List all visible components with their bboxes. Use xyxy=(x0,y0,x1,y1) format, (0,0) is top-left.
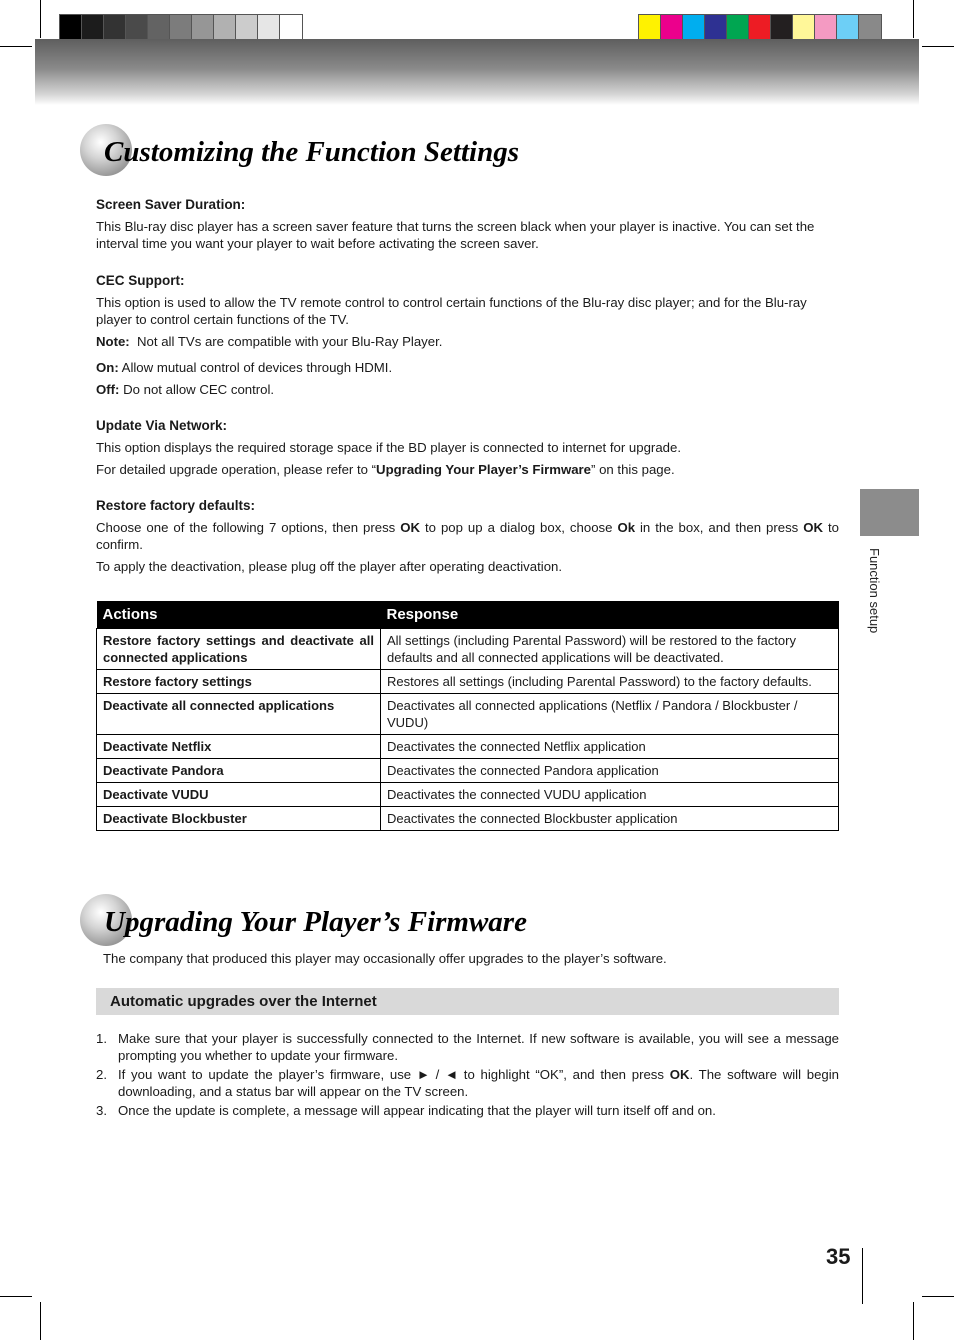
side-tab-marker xyxy=(860,489,919,536)
table-header-response: Response xyxy=(381,601,839,629)
table-cell-response: Deactivates the connected Netflix application xyxy=(381,735,839,759)
table-cell-action: Deactivate all connected applications xyxy=(97,694,381,735)
gray-calibration-bar xyxy=(59,14,303,40)
color-swatch xyxy=(859,15,881,39)
crop-mark xyxy=(922,46,954,47)
section-title-customizing xyxy=(80,124,519,180)
cec-note: Note: Not all TVs are compatible with your Blu-Ray Player. xyxy=(96,334,443,349)
table-cell-response: All settings (including Parental Password) will be restored to the factory defaults and all connected applications will be deactivated. xyxy=(381,629,839,670)
list-item: 1. Make sure that your player is successfully connected to the Internet. If new software is available, you will see a message prompting you whether to update your firmware. xyxy=(96,1031,839,1063)
color-swatch xyxy=(683,15,705,39)
crop-mark xyxy=(913,1302,914,1340)
update-body: This option displays the required storage space if the BD player is connected to internet for upgrade. xyxy=(96,440,681,455)
color-swatch xyxy=(192,15,214,39)
crop-mark xyxy=(0,46,32,47)
section-title: Upgrading Your Player’s Firmware xyxy=(104,905,527,938)
restore-heading: Restore factory defaults: xyxy=(96,498,256,513)
color-swatch xyxy=(815,15,837,39)
color-swatch xyxy=(214,15,236,39)
table-cell-response: Deactivates all connected applications (Netflix / Pandora / Blockbuster / VUDU) xyxy=(381,694,839,735)
table-cell-action: Restore factory settings xyxy=(97,670,381,694)
crop-mark xyxy=(40,0,41,38)
table-cell-action: Deactivate Blockbuster xyxy=(97,807,381,831)
table-row xyxy=(97,735,839,759)
update-reference: For detailed upgrade operation, please refer to “Upgrading Your Player’s Firmware” on this page. xyxy=(96,462,675,477)
table-cell-response: Restores all settings (including Parental Password) to the factory defaults. xyxy=(381,670,839,694)
color-swatch xyxy=(661,15,683,39)
table-cell-action: Deactivate Pandora xyxy=(97,759,381,783)
table-cell-action: Deactivate Netflix xyxy=(97,735,381,759)
cec-heading: CEC Support: xyxy=(96,273,185,288)
table-row xyxy=(97,670,839,694)
table-header-actions: Actions xyxy=(97,601,381,629)
restore-actions-table xyxy=(96,601,839,831)
table-cell-action: Restore factory settings and deactivate all connected applications xyxy=(97,629,381,670)
page-number: 35 xyxy=(826,1244,851,1269)
table-cell-response: Deactivates the connected Blockbuster application xyxy=(381,807,839,831)
color-swatch xyxy=(749,15,771,39)
auto-upgrade-subheading: Automatic upgrades over the Internet xyxy=(96,988,839,1015)
cec-section xyxy=(96,272,839,403)
table-row xyxy=(97,783,839,807)
color-swatch xyxy=(771,15,793,39)
page-number-rule xyxy=(862,1248,863,1304)
screen-saver-section xyxy=(96,196,839,257)
cec-on: On: Allow mutual control of devices through HDMI. xyxy=(96,360,393,375)
cec-off: Off: Do not allow CEC control. xyxy=(96,382,275,397)
color-swatch xyxy=(126,15,148,39)
color-calibration-bar xyxy=(638,14,882,40)
table-row xyxy=(97,629,839,670)
restore-section xyxy=(96,497,839,580)
section-title-firmware xyxy=(80,894,527,950)
update-heading: Update Via Network: xyxy=(96,418,228,433)
side-tab-label: Function setup xyxy=(867,548,882,634)
table-header-row xyxy=(97,601,839,629)
crop-mark xyxy=(922,1296,954,1297)
screen-saver-heading: Screen Saver Duration: xyxy=(96,197,246,212)
restore-body: Choose one of the following 7 options, then press OK to pop up a dialog box, choose Ok in the box, and then press OK to confirm. xyxy=(96,520,839,552)
crop-mark xyxy=(0,1296,32,1297)
list-item: 3. Once the update is complete, a message will appear indicating that the player will turn itself off and on. xyxy=(96,1103,716,1118)
upgrade-steps-list xyxy=(96,1030,839,1121)
color-swatch xyxy=(258,15,280,39)
table-row xyxy=(97,807,839,831)
color-swatch xyxy=(705,15,727,39)
color-swatch xyxy=(837,15,859,39)
page-title: Customizing the Function Settings xyxy=(104,135,520,168)
color-swatch xyxy=(60,15,82,39)
color-swatch xyxy=(170,15,192,39)
update-network-section xyxy=(96,417,839,483)
crop-mark xyxy=(40,1302,41,1340)
color-swatch xyxy=(727,15,749,39)
cec-body: This option is used to allow the TV remote control to control certain functions of the Blu-ray disc player; and for the Blu-ray player to control certain functions of the TV. xyxy=(96,295,807,327)
table-cell-response: Deactivates the connected Pandora application xyxy=(381,759,839,783)
firmware-intro: The company that produced this player may occasionally offer upgrades to the player’s software. xyxy=(103,951,667,966)
screen-saver-body: This Blu-ray disc player has a screen saver feature that turns the screen black when your player is inactive. You can set the interval time you want your player to wait before activating the screen saver. xyxy=(96,219,815,251)
table-row xyxy=(97,694,839,735)
table-cell-response: Deactivates the connected VUDU application xyxy=(381,783,839,807)
list-item: 2. If you want to update the player’s firmware, use ► / ◄ to highlight “OK”, and then press OK. The software will begin downloading, and a status bar will appear on the TV screen. xyxy=(96,1067,840,1099)
color-swatch xyxy=(793,15,815,39)
table-cell-action: Deactivate VUDU xyxy=(97,783,381,807)
header-gradient-band xyxy=(35,39,919,105)
table-row xyxy=(97,759,839,783)
color-swatch xyxy=(148,15,170,39)
color-swatch xyxy=(82,15,104,39)
color-swatch xyxy=(236,15,258,39)
color-swatch xyxy=(104,15,126,39)
crop-mark xyxy=(913,0,914,38)
color-swatch xyxy=(639,15,661,39)
restore-note: To apply the deactivation, please plug off the player after operating deactivation. xyxy=(96,559,563,574)
color-swatch xyxy=(280,15,302,39)
